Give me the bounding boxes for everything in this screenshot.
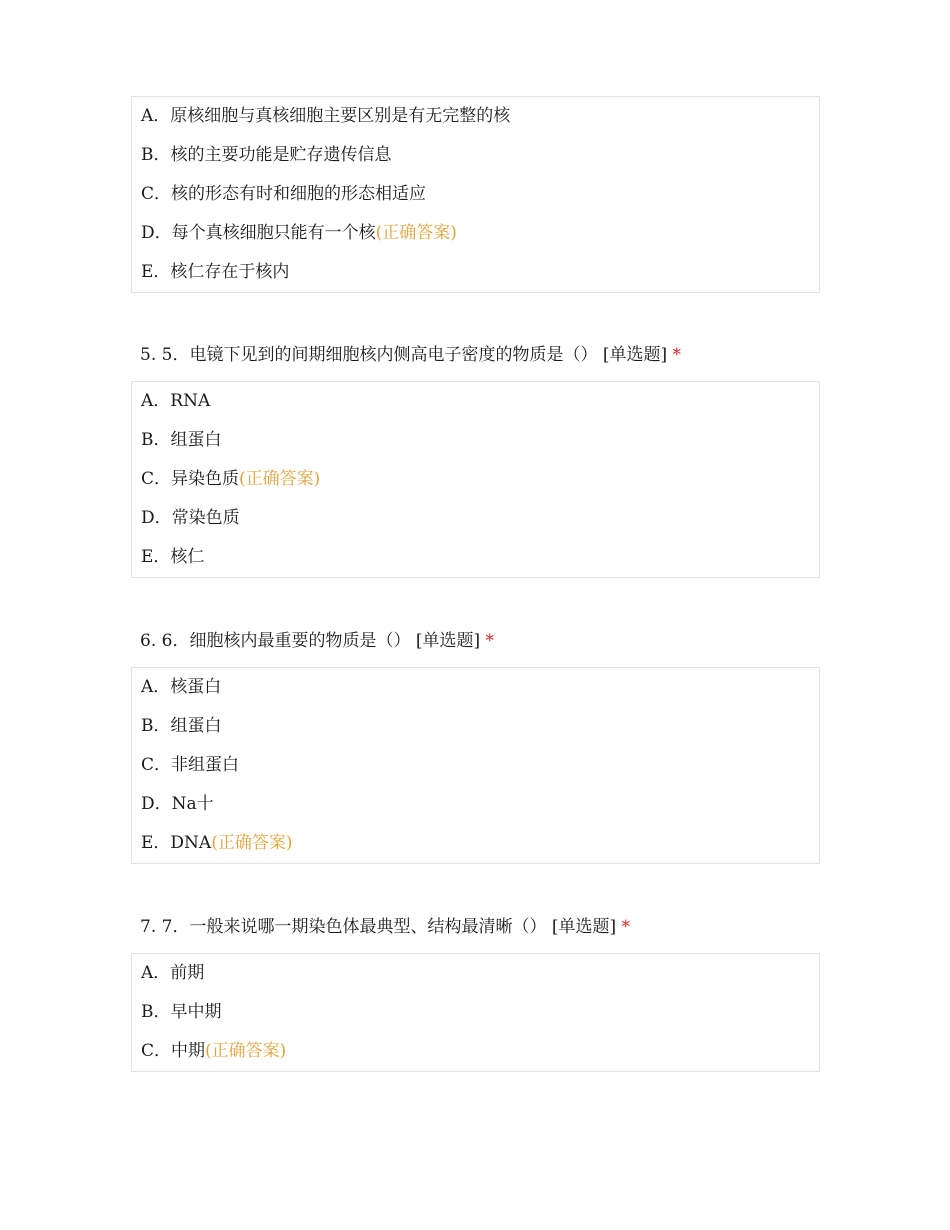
question-7 [131,914,820,1072]
option-letter: E [141,547,154,567]
question-title [131,342,820,368]
option-text: 常染色质 [171,508,240,528]
option-a: A．RNA [141,391,211,411]
option-a: A．前期 [141,963,205,983]
question-title-text: 7. 7．一般来说哪一期染色体最典型、结构最清晰（） [单选题] [140,917,617,937]
option-letter: C [141,755,155,775]
option-letter: B [141,1002,154,1022]
option-letter: D [141,508,155,528]
option-b: B．组蛋白 [141,430,222,450]
option-a: A．原核细胞与真核细胞主要区别是有无完整的核 [141,106,511,126]
option-text: 非组蛋白 [171,755,240,775]
option-d: D．常染色质 [141,508,240,528]
option-c: C．核的形态有时和细胞的形态相适应 [141,184,427,204]
option-letter: A [141,677,154,697]
option-letter: A [141,963,154,983]
option-text: 核仁存在于核内 [170,262,290,282]
required-star: * [485,631,495,651]
option-text: 核蛋白 [170,677,222,697]
option-letter: E [141,833,154,853]
options-box [131,667,820,864]
option-text: 核仁 [170,547,205,567]
option-letter: D [141,223,155,243]
options-box [131,953,820,1072]
option-letter: C [141,469,155,489]
options-box [131,381,820,578]
option-letter: B [141,145,154,165]
option-letter: E [141,262,154,282]
question-title [131,628,820,654]
option-text: RNA [170,391,211,411]
option-letter: A [141,106,154,126]
option-d: D．每个真核细胞只能有一个核(正确答案) [141,223,457,243]
option-letter: D [141,794,155,814]
question-title-text: 6. 6．细胞核内最重要的物质是（） [单选题] [140,631,481,651]
option-e: E．核仁 [141,547,205,567]
option-text: 前期 [170,963,205,983]
option-c: C．异染色质(正确答案) [141,469,321,489]
question-6 [131,628,820,864]
question-4 [131,96,820,293]
question-title [131,914,820,940]
question-5 [131,342,820,578]
option-text: 核的形态有时和细胞的形态相适应 [171,184,427,204]
option-c: C．中期(正确答案) [141,1041,287,1061]
option-letter: B [141,430,154,450]
option-a: A．核蛋白 [141,677,222,697]
option-d: D．Na十 [141,794,214,814]
option-letter: A [141,391,154,411]
option-e: E．DNA(正确答案) [141,833,293,853]
required-star: * [621,917,631,937]
option-letter: B [141,716,154,736]
option-text: 早中期 [170,1002,222,1022]
option-text: 核的主要功能是贮存遗传信息 [170,145,392,165]
correct-answer-mark: (正确答案) [205,1041,287,1061]
option-c: C．非组蛋白 [141,755,240,775]
option-text: 每个真核细胞只能有一个核 [171,223,376,243]
option-b: B．早中期 [141,1002,222,1022]
option-text: 原核细胞与真核细胞主要区别是有无完整的核 [170,106,511,126]
option-b: B．组蛋白 [141,716,222,736]
option-letter: C [141,1041,155,1061]
question-title-text: 5. 5．电镜下见到的间期细胞核内侧高电子密度的物质是（） [单选题] [140,345,668,365]
option-b: B．核的主要功能是贮存遗传信息 [141,145,392,165]
option-e: E．核仁存在于核内 [141,262,290,282]
required-star: * [672,345,682,365]
option-text: 异染色质 [171,469,240,489]
option-text: DNA [170,833,212,853]
options-box [131,96,820,293]
option-text: 组蛋白 [170,430,222,450]
option-text: Na十 [171,794,214,814]
option-letter: C [141,184,155,204]
correct-answer-mark: (正确答案) [239,469,321,489]
option-text: 中期 [171,1041,206,1061]
correct-answer-mark: (正确答案) [375,223,457,243]
option-text: 组蛋白 [170,716,222,736]
correct-answer-mark: (正确答案) [211,833,293,853]
